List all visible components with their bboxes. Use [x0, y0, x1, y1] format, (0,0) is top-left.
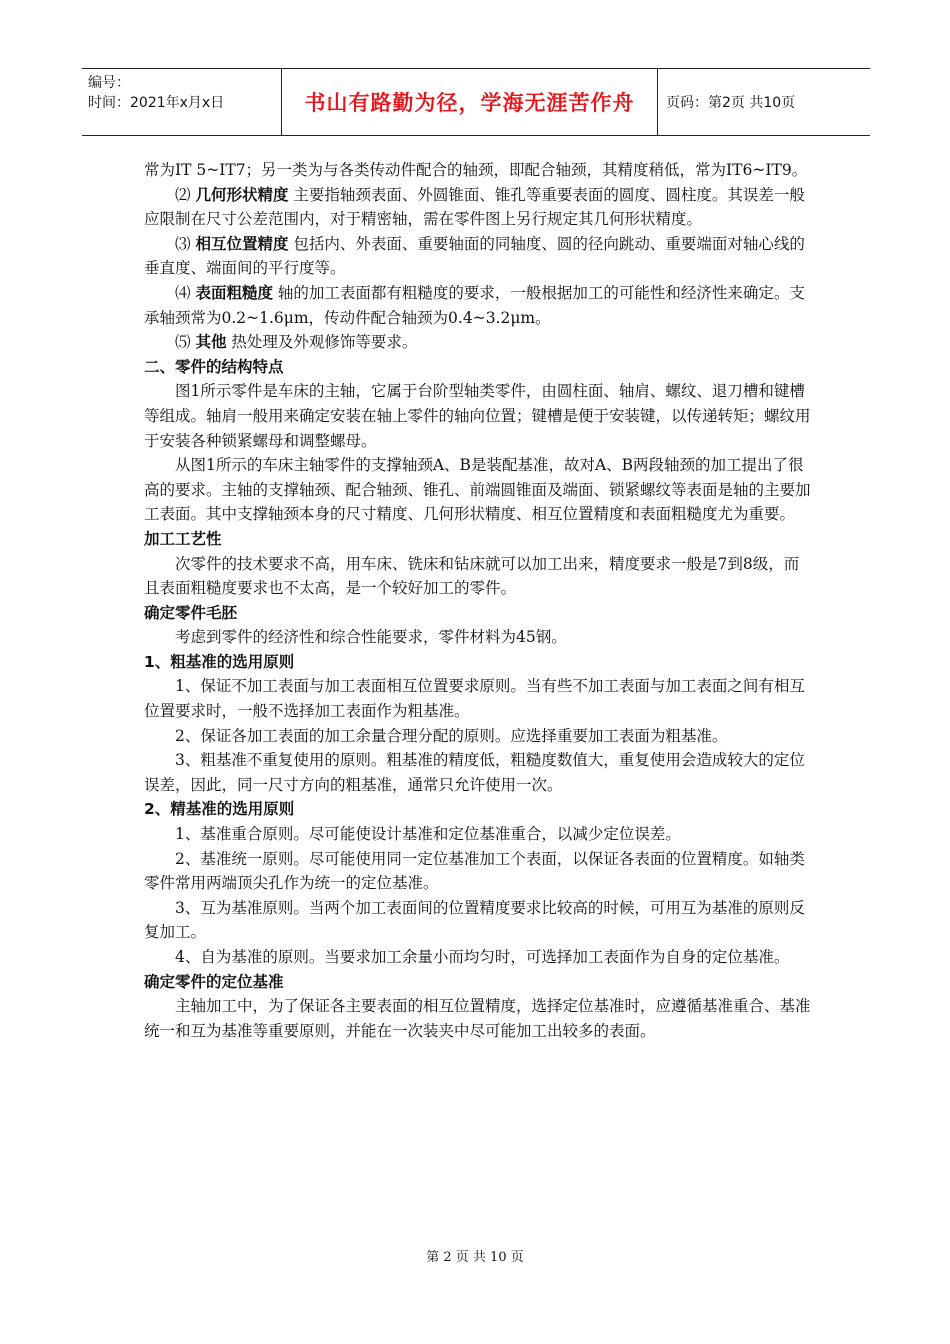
- paragraph: 4、自为基准的原则。当要求加工余量小而均匀时，可选择加工表面作为自身的定位基准。: [175, 948, 790, 966]
- paragraph: 主轴加工中，为了保证各主要表面的相互位置精度，选择定位基准时，应遵循基准重合、基准统一和互为基准等重要原则，并能在一次装夹中尽可能加工出较多的表面。: [144, 997, 811, 1040]
- section-heading: 二、零件的结构特点: [144, 357, 284, 376]
- paragraph: 2、保证各加工表面的加工余量合理分配的原则。应选择重要加工表面为粗基准。: [175, 726, 728, 745]
- section-heading: 1、粗基准的选用原则: [144, 652, 295, 671]
- item-text: 轴的加工表面都有粗糙度的要求，一般根据加工的可能性和经济性来确定。支承轴颈常为0.2~1.6μm，传动件配合轴颈为0.4~3.2μm。: [144, 283, 805, 327]
- document-number-label: 编号：: [88, 75, 130, 91]
- item-text: 热处理及外观修饰等要求。: [226, 333, 418, 352]
- item-number: ⑷: [175, 283, 196, 302]
- paragraph: 1、基准重合原则。尽可能使设计基准和定位基准重合，以减少定位误差。: [175, 825, 681, 844]
- paragraph: 2、基准统一原则。尽可能使用同一定位基准加工个表面，以保证各表面的位置精度。如轴类零件常用两端顶尖孔作为统一的定位基准。: [144, 849, 805, 893]
- paragraph-mutual-position-accuracy: [144, 232, 812, 281]
- paragraph: 考虑到零件的经济性和综合性能要求，零件材料为45钢。: [175, 628, 567, 647]
- item-term: 表面粗糙度: [195, 283, 273, 302]
- paragraph: 3、粗基准不重复使用的原则。粗基准的精度低，粗糙度数值大，重复使用会造成较大的定位误差，因此，同一尺寸方向的粗基准，通常只允许使用一次。: [144, 751, 805, 794]
- item-term: 几何形状精度: [195, 185, 289, 204]
- paragraph-geometric-shape-accuracy: [144, 183, 812, 232]
- page-header: [82, 68, 870, 136]
- paragraph: 次零件的技术要求不高，用车床、铣床和钻床就可以加工出来，精度要求一般是7到8级，而且表面粗糙度要求也不太高，是一个较好加工的零件。: [144, 554, 800, 598]
- paragraph: 图1所示零件是车床的主轴，它属于台阶型轴类零件，由圆柱面、轴肩、螺纹、退刀槽和键槽等组成。轴肩一般用来确定安装在轴上零件的轴向位置；键槽是便于安装键，以传递转矩；螺纹用于安装各种锁紧螺母和调整螺母。: [144, 382, 811, 450]
- item-text: 主要指轴颈表面、外圆锥面、锥孔等重要表面的圆度、圆柱度。其误差一般应限制在尺寸公差范围内，对于精密轴，需在零件图上另行规定其几何形状精度。: [144, 185, 805, 229]
- paragraph: 常为IT 5~IT7；另一类为与各类传动件配合的轴颈，即配合轴颈，其精度稍低，常为IT6~IT9。: [144, 161, 808, 179]
- item-number: ⑵: [175, 185, 196, 204]
- document-body: [144, 158, 812, 1043]
- paragraph-surface-roughness: [144, 281, 812, 330]
- paragraph-other: [144, 330, 812, 355]
- item-term: 相互位置精度: [195, 234, 289, 253]
- paragraph: 3、互为基准原则。当两个加工表面间的位置精度要求比较高的时候，可用互为基准的原则反复加工。: [144, 898, 805, 942]
- section-heading: 确定零件毛胚: [144, 603, 238, 622]
- section-heading: 确定零件的定位基准: [144, 972, 284, 991]
- page-footer: 第 2 页 共 10 页: [426, 1250, 524, 1265]
- item-term: 其他: [195, 333, 227, 352]
- item-number: ⑶: [175, 234, 196, 253]
- header-motto: 书山有路勤为径，学海无涯苦作舟: [282, 69, 658, 135]
- section-heading: 加工工艺性: [144, 529, 222, 548]
- paragraph: 1、保证不加工表面与加工表面相互位置要求原则。当有些不加工表面与加工表面之间有相互位置要求时，一般不选择加工表面作为粗基准。: [144, 677, 805, 721]
- header-meta: [82, 69, 282, 135]
- header-page-info: 页码：第2页 共10页: [666, 95, 796, 111]
- item-text: 包括内、外表面、重要轴面的同轴度、圆的径向跳动、重要端面对轴心线的垂直度、端面间的平行度等。: [144, 234, 805, 278]
- item-number: ⑸: [175, 333, 196, 352]
- document-date: 时间：2021年x月x日: [88, 95, 225, 111]
- section-heading: 2、精基准的选用原则: [144, 800, 295, 819]
- paragraph: 从图1所示的车床主轴零件的支撑轴颈A、B是装配基准，故对A、B两段轴颈的加工提出了很高的要求。主轴的支撑轴颈、配合轴颈、锥孔、前端圆锥面及端面、锁紧螺纹等表面是轴的主要加工表面。其中支撑轴颈本身的尺寸精度、几何形状精度、相互位置精度和表面粗糙度尤为重要。: [144, 456, 811, 524]
